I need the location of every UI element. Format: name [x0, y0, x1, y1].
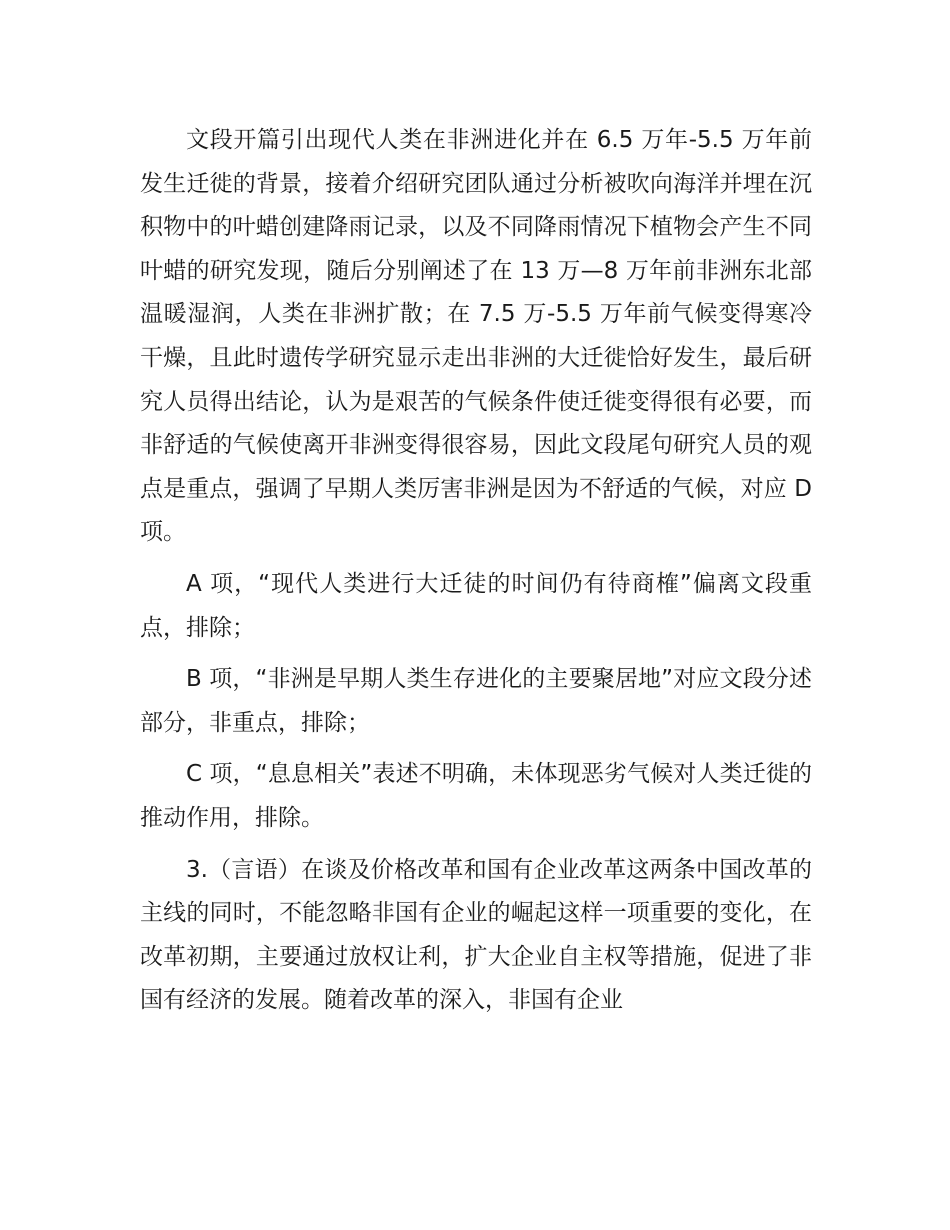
option-b-paragraph: B 项，“非洲是早期人类生存进化的主要聚居地”对应文段分述部分，非重点，排除；: [140, 666, 812, 736]
option-c-paragraph: C 项，“息息相关”表述不明确，未体现恶劣气候对人类迁徙的推动作用，排除。: [140, 761, 812, 831]
option-a-paragraph: A 项，“现代人类进行大迁徒的时间仍有待商榷”偏离文段重点，排除；: [140, 570, 812, 641]
question-3-paragraph: 3.（言语）在谈及价格改革和国有企业改革这两条中国改革的主线的同时，不能忽略非国有企业的崛起这样一项重要的变化，在改革初期，主要通过放权让利，扩大企业自主权等措施，促进了非国有经济的发展。随着改革的深入，非国有企业: [140, 856, 812, 1014]
analysis-paragraph: 文段开篇引出现代人类在非洲进化并在 6.5 万年-5.5 万年前发生迁徙的背景，接着介绍研究团队通过分析被吹向海洋并埋在沉积物中的叶蜡创建降雨记录，以及不同降雨情况下植物会产生不同叶蜡的研究发现，随后分别阐述了在 13 万—8 万年前非洲东北部温暖湿润，人类在非洲扩散；在 7.5 万-5.5 万年前气候变得寒冷干燥，且此时遗传学研究显示走出非洲的大迁徙恰好发生，最后研究人员得出结论，认为是艰苦的气候条件使迁徙变得很有必要，而非舒适的气候使离开非洲变得很容易，因此文段尾句研究人员的观点是重点，强调了早期人类厉害非洲是因为不舒适的气候，对应 D 项。: [140, 127, 812, 546]
document-page: [140, 119, 812, 1031]
